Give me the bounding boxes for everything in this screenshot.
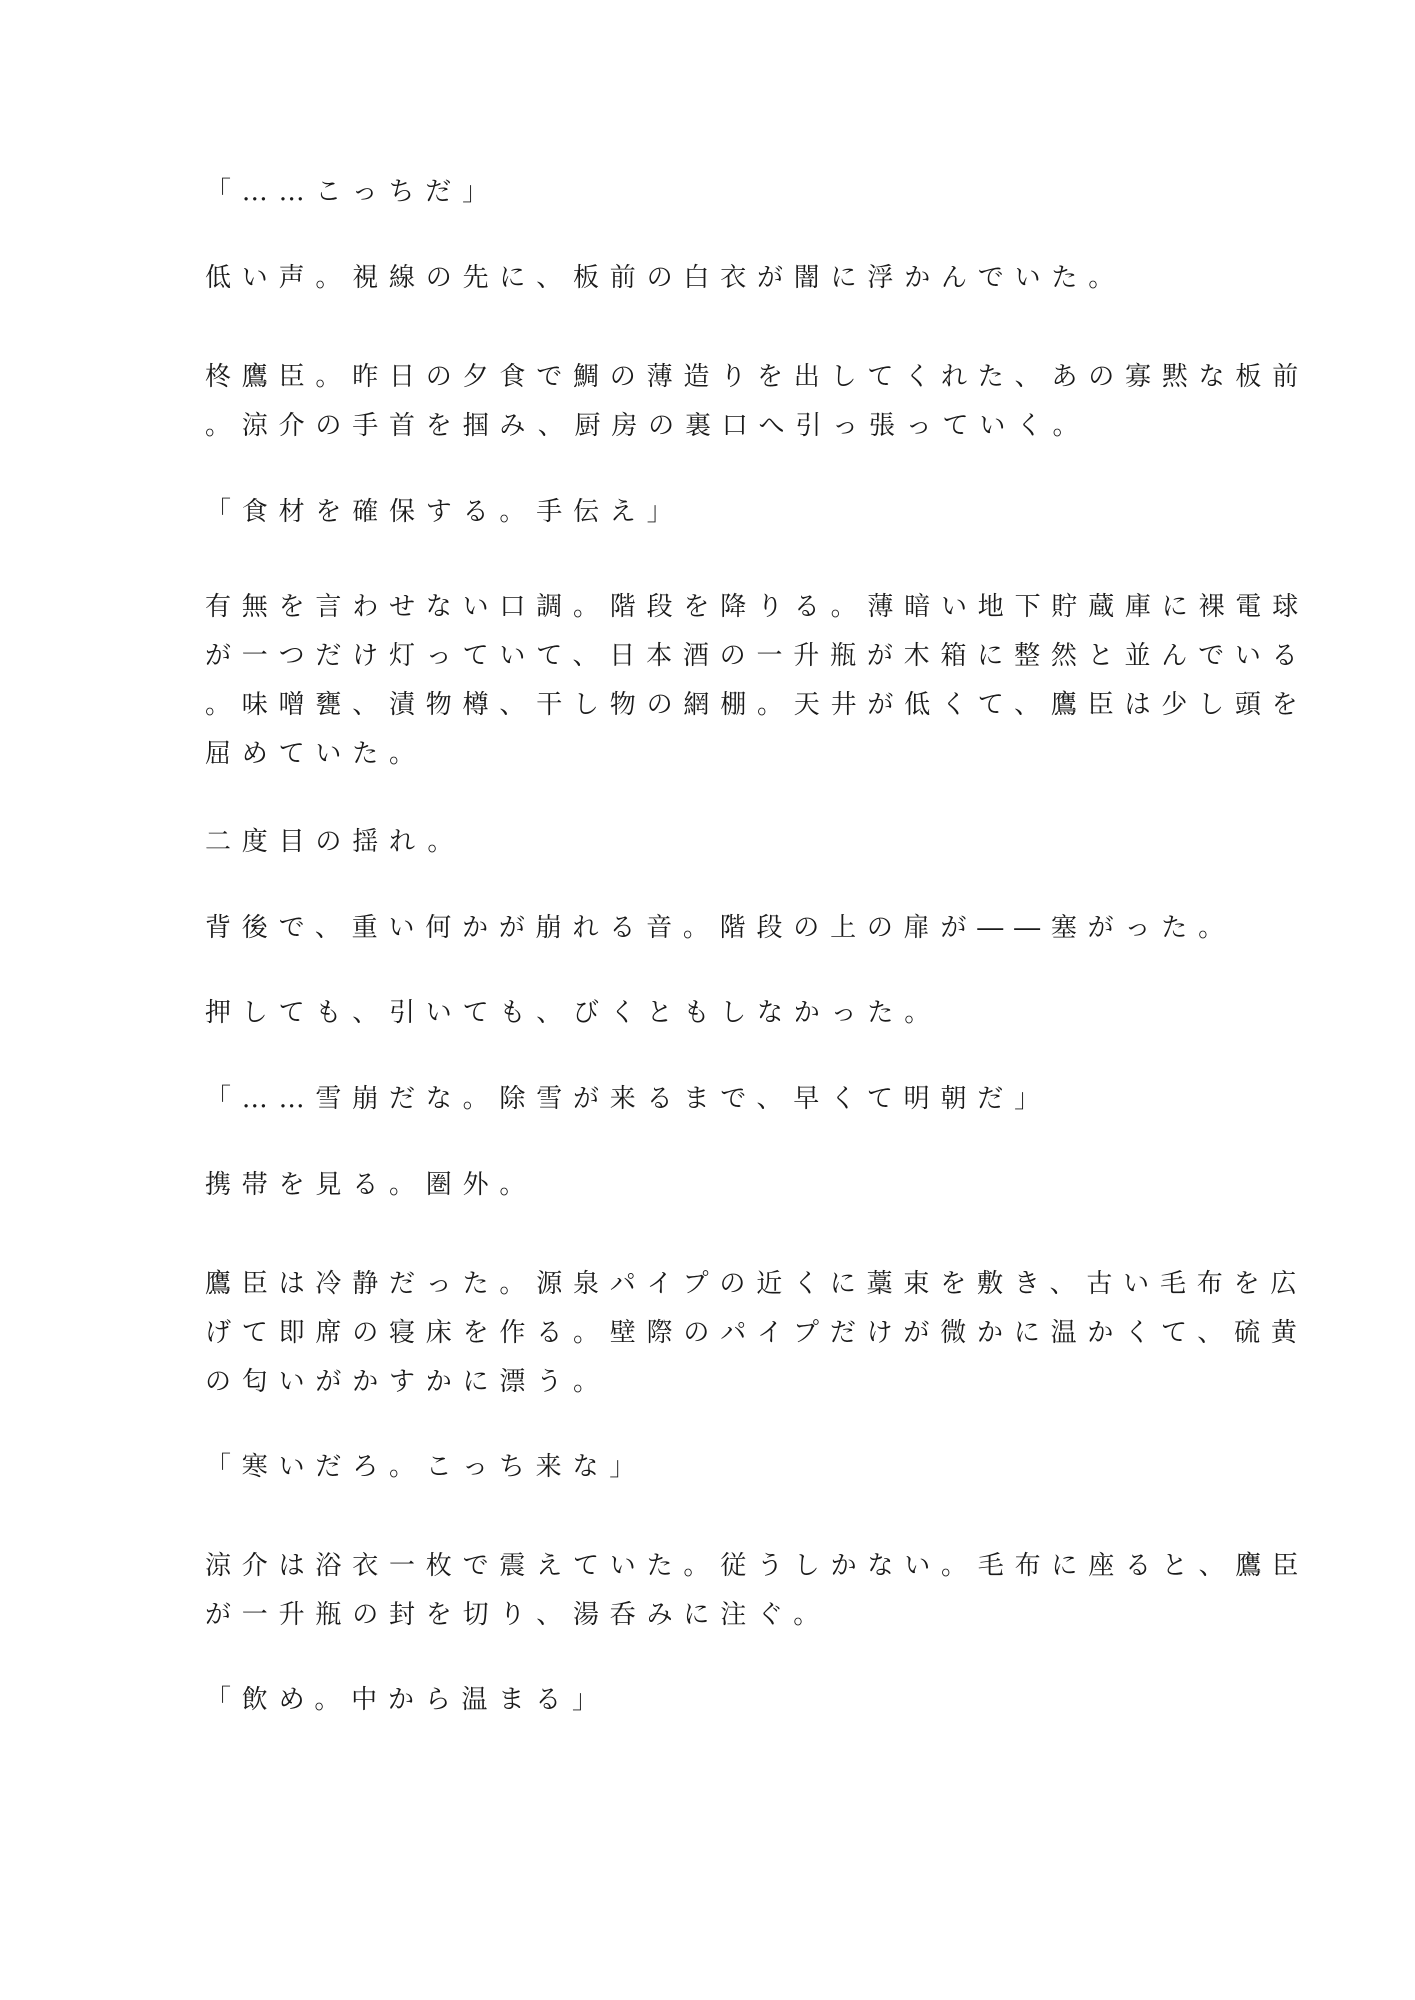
- paragraph-12: [205, 1443, 1205, 1492]
- paragraph-13: [205, 1542, 1310, 1640]
- text-line: 柊鷹臣。昨日の夕食で鯛の薄造りを出してくれた、あの寡黙な板前: [205, 362, 1310, 392]
- text-line: 「……こっちだ」: [205, 177, 499, 207]
- paragraph-1: [205, 168, 1205, 217]
- paragraph-8: [205, 989, 1205, 1038]
- text-line: 鷹臣は冷静だった。源泉パイプの近くに藁束を敷き、古い毛布を広: [205, 1269, 1308, 1299]
- text-line: 押しても、引いても、びくともしなかった。: [205, 998, 942, 1028]
- text-line: げて即席の寝床を作る。壁際のパイプだけが微かに温かくて、硫黄: [205, 1318, 1308, 1348]
- text-line: 有無を言わせない口調。階段を降りる。薄暗い地下貯蔵庫に裸電球: [205, 592, 1310, 622]
- paragraph-10: [205, 1161, 1205, 1210]
- text-line: 二度目の揺れ。: [205, 827, 465, 857]
- text-line: 「……雪崩だな。除雪が来るまで、早くて明朝だ」: [205, 1084, 1051, 1114]
- paragraph-3: [205, 353, 1310, 451]
- text-line: 涼介は浴衣一枚で震えていた。従うしかない。毛布に座ると、鷹臣: [205, 1551, 1310, 1581]
- text-line: 屈めていた。: [205, 739, 426, 769]
- paragraph-2: [205, 254, 1205, 303]
- text-line: が一升瓶の封を切り、湯呑みに注ぐ。: [205, 1600, 831, 1630]
- paragraph-14: [205, 1676, 1205, 1725]
- paragraph-4: [205, 488, 1205, 537]
- text-line: 携帯を見る。圏外。: [205, 1170, 537, 1200]
- text-line: 。味噌甕、漬物樽、干し物の網棚。天井が低くて、鷹臣は少し頭を: [205, 690, 1309, 720]
- text-line: 背後で、重い何かが崩れる音。階段の上の扉が――塞がった。: [205, 913, 1235, 943]
- paragraph-6: [205, 818, 1205, 867]
- text-line: 。涼介の手首を掴み、厨房の裏口へ引っ張っていく。: [205, 411, 1090, 441]
- text-line: の匂いがかすかに漂う。: [205, 1367, 610, 1397]
- text-line: 「飲め。中から温まる」: [205, 1685, 609, 1715]
- paragraph-9: [205, 1075, 1205, 1124]
- paragraph-11: [205, 1260, 1308, 1407]
- paragraph-7: [205, 904, 1235, 953]
- text-line: が一つだけ灯っていて、日本酒の一升瓶が木箱に整然と並んでいる: [205, 641, 1309, 671]
- paragraph-5: [205, 583, 1310, 779]
- text-line: 「寒いだろ。こっち来な」: [205, 1452, 647, 1482]
- text-line: 「食材を確保する。手伝え」: [205, 497, 684, 527]
- text-line: 低い声。視線の先に、板前の白衣が闇に浮かんでいた。: [205, 263, 1126, 293]
